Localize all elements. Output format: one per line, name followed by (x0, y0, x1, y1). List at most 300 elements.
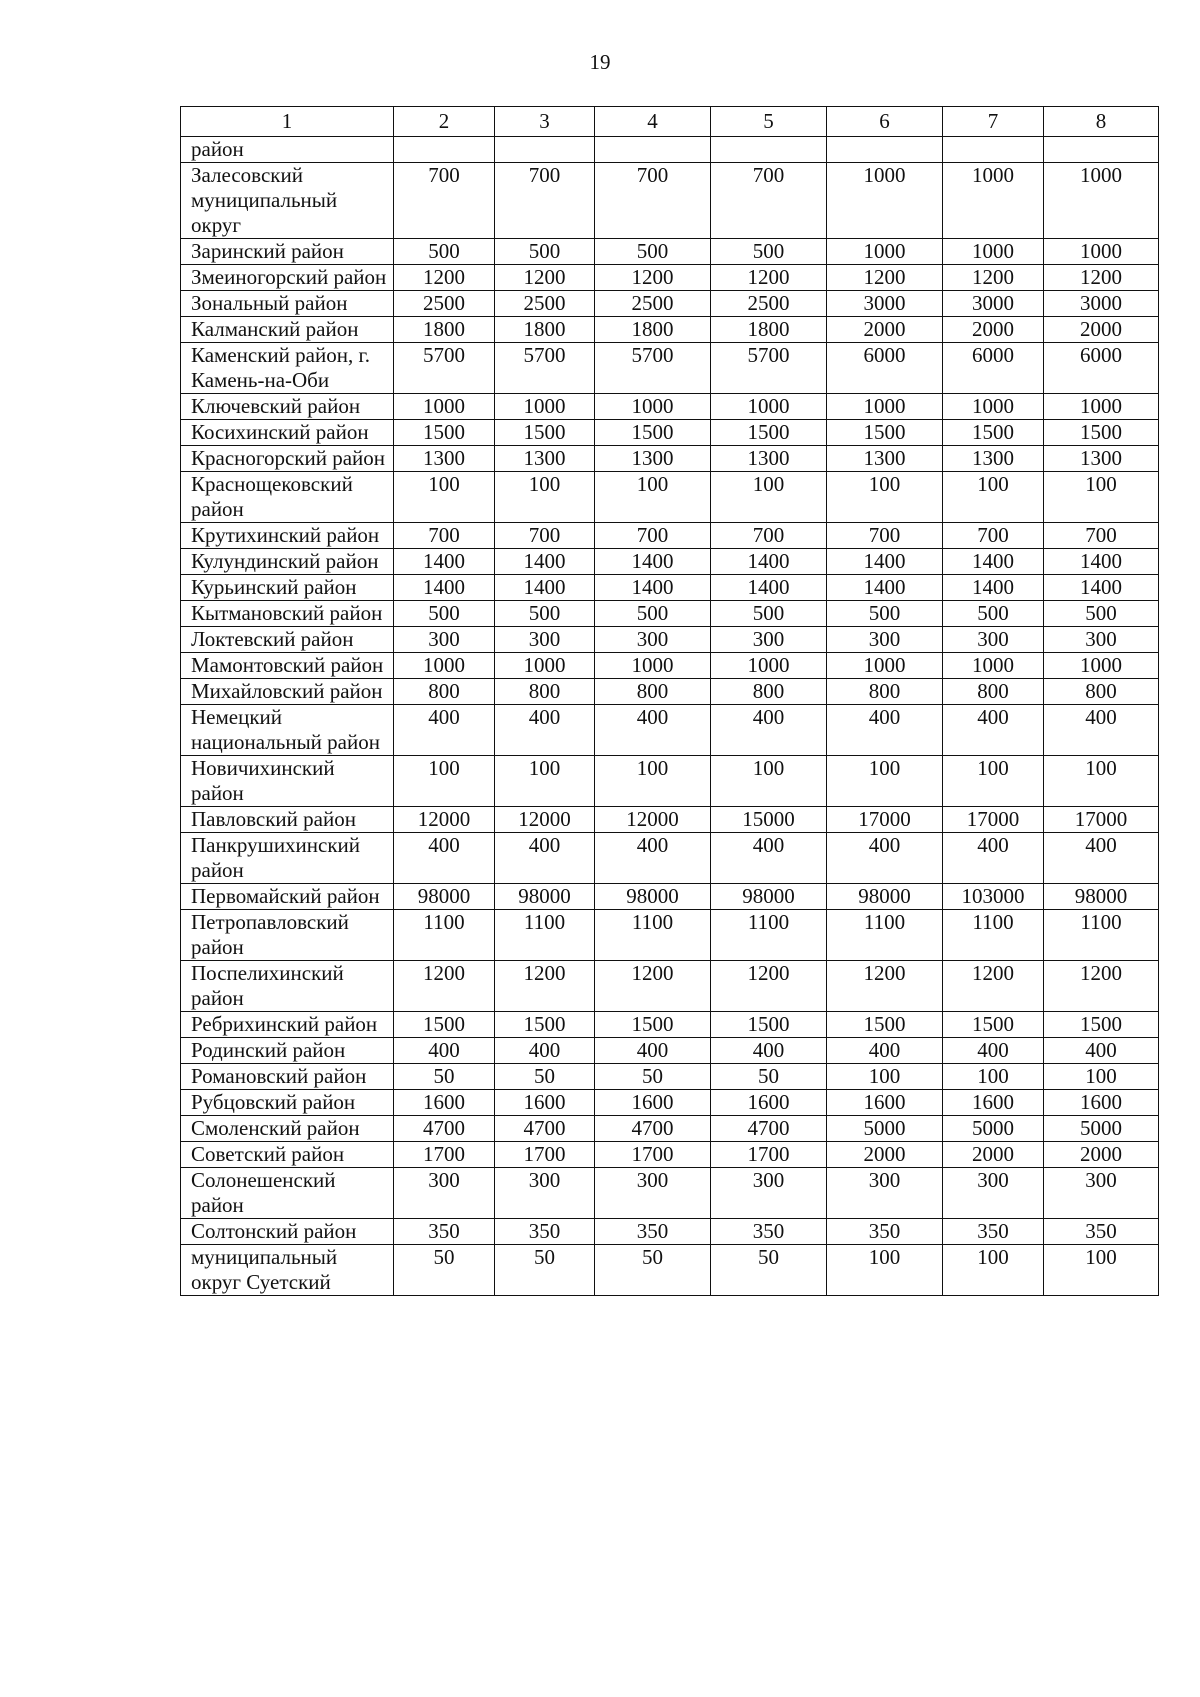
value-cell: 100 (495, 756, 595, 807)
value-cell: 2500 (595, 291, 711, 317)
value-cell: 100 (1044, 756, 1159, 807)
value-cell: 500 (595, 601, 711, 627)
value-cell: 1500 (1044, 420, 1159, 446)
value-cell: 1000 (943, 394, 1044, 420)
value-cell: 2500 (394, 291, 495, 317)
value-cell: 800 (711, 679, 827, 705)
value-cell: 1400 (394, 549, 495, 575)
district-name-cell: Первомайский район (181, 884, 394, 910)
value-cell: 800 (1044, 679, 1159, 705)
value-cell: 350 (827, 1219, 943, 1245)
value-cell: 1400 (943, 575, 1044, 601)
value-cell: 50 (394, 1245, 495, 1296)
value-cell: 1800 (711, 317, 827, 343)
value-cell: 1800 (394, 317, 495, 343)
value-cell: 400 (711, 705, 827, 756)
value-cell: 400 (495, 705, 595, 756)
value-cell: 700 (495, 523, 595, 549)
value-cell: 400 (711, 1038, 827, 1064)
value-cell: 1100 (1044, 910, 1159, 961)
value-cell: 1100 (595, 910, 711, 961)
district-name-cell: Рубцовский район (181, 1090, 394, 1116)
value-cell: 400 (1044, 705, 1159, 756)
value-cell: 100 (827, 472, 943, 523)
value-cell: 1000 (943, 239, 1044, 265)
value-cell: 17000 (827, 807, 943, 833)
value-cell: 1400 (711, 575, 827, 601)
value-cell: 1600 (495, 1090, 595, 1116)
value-cell: 400 (943, 705, 1044, 756)
table-row (181, 1116, 1159, 1142)
table-row (181, 679, 1159, 705)
value-cell: 3000 (1044, 291, 1159, 317)
value-cell: 1000 (394, 653, 495, 679)
column-header: 2 (394, 107, 495, 137)
table-row (181, 961, 1159, 1012)
value-cell: 800 (595, 679, 711, 705)
value-cell: 12000 (595, 807, 711, 833)
table-row (181, 627, 1159, 653)
value-cell: 1200 (394, 265, 495, 291)
value-cell: 1500 (711, 1012, 827, 1038)
value-cell: 5000 (827, 1116, 943, 1142)
value-cell: 400 (1044, 833, 1159, 884)
value-cell: 1000 (1044, 163, 1159, 239)
value-cell: 1400 (394, 575, 495, 601)
table-row (181, 1064, 1159, 1090)
value-cell: 700 (394, 523, 495, 549)
value-cell: 17000 (1044, 807, 1159, 833)
district-name-cell: Кытмановский район (181, 601, 394, 627)
value-cell: 700 (827, 523, 943, 549)
district-name-cell: Курьинский район (181, 575, 394, 601)
table-body (181, 137, 1159, 1296)
value-cell: 1400 (595, 575, 711, 601)
table-row (181, 705, 1159, 756)
value-cell: 400 (394, 705, 495, 756)
data-table (180, 106, 1159, 1296)
value-cell: 1400 (595, 549, 711, 575)
value-cell: 1000 (495, 394, 595, 420)
column-header: 7 (943, 107, 1044, 137)
district-name-cell: Калманский район (181, 317, 394, 343)
value-cell: 100 (394, 472, 495, 523)
column-header: 3 (495, 107, 595, 137)
value-cell: 300 (827, 1168, 943, 1219)
value-cell: 1200 (495, 961, 595, 1012)
value-cell: 2500 (711, 291, 827, 317)
table-row (181, 239, 1159, 265)
table-row (181, 1090, 1159, 1116)
value-cell: 1000 (827, 239, 943, 265)
value-cell: 700 (595, 163, 711, 239)
value-cell: 1200 (495, 265, 595, 291)
table-row (181, 1142, 1159, 1168)
value-cell: 1300 (1044, 446, 1159, 472)
value-cell: 350 (711, 1219, 827, 1245)
table-row (181, 137, 1159, 163)
value-cell: 300 (1044, 1168, 1159, 1219)
value-cell (711, 137, 827, 163)
column-header: 1 (181, 107, 394, 137)
value-cell: 400 (711, 833, 827, 884)
value-cell: 800 (394, 679, 495, 705)
value-cell: 300 (595, 1168, 711, 1219)
value-cell: 100 (711, 472, 827, 523)
value-cell: 103000 (943, 884, 1044, 910)
value-cell: 100 (943, 756, 1044, 807)
value-cell: 500 (827, 601, 943, 627)
value-cell: 500 (595, 239, 711, 265)
value-cell: 300 (943, 1168, 1044, 1219)
value-cell: 6000 (827, 343, 943, 394)
district-name-cell: Залесовский муниципальный округ (181, 163, 394, 239)
district-name-cell: Романовский район (181, 1064, 394, 1090)
value-cell: 50 (711, 1245, 827, 1296)
value-cell: 1000 (1044, 653, 1159, 679)
value-cell: 300 (495, 1168, 595, 1219)
table-row (181, 472, 1159, 523)
value-cell: 1400 (1044, 575, 1159, 601)
value-cell: 400 (595, 1038, 711, 1064)
value-cell: 1800 (595, 317, 711, 343)
value-cell (827, 137, 943, 163)
value-cell: 50 (495, 1245, 595, 1296)
value-cell: 700 (943, 523, 1044, 549)
value-cell: 6000 (943, 343, 1044, 394)
column-header: 8 (1044, 107, 1159, 137)
value-cell: 500 (394, 239, 495, 265)
value-cell: 1500 (595, 420, 711, 446)
value-cell: 1300 (827, 446, 943, 472)
value-cell: 350 (1044, 1219, 1159, 1245)
value-cell: 300 (495, 627, 595, 653)
district-name-cell: Петропавловский район (181, 910, 394, 961)
value-cell: 1300 (495, 446, 595, 472)
value-cell: 2000 (1044, 1142, 1159, 1168)
value-cell: 5700 (711, 343, 827, 394)
value-cell: 400 (495, 833, 595, 884)
value-cell: 1700 (394, 1142, 495, 1168)
value-cell: 400 (394, 1038, 495, 1064)
value-cell: 400 (1044, 1038, 1159, 1064)
value-cell: 3000 (827, 291, 943, 317)
value-cell: 4700 (495, 1116, 595, 1142)
value-cell: 1100 (943, 910, 1044, 961)
value-cell: 1100 (495, 910, 595, 961)
district-name-cell: Солонешенский район (181, 1168, 394, 1219)
value-cell: 3000 (943, 291, 1044, 317)
value-cell: 300 (943, 627, 1044, 653)
value-cell: 1200 (394, 961, 495, 1012)
table-row (181, 575, 1159, 601)
table-row (181, 910, 1159, 961)
value-cell: 700 (495, 163, 595, 239)
district-name-cell: Михайловский район (181, 679, 394, 705)
value-cell: 1500 (394, 420, 495, 446)
value-cell: 400 (595, 833, 711, 884)
value-cell: 100 (827, 756, 943, 807)
value-cell: 1100 (827, 910, 943, 961)
table-row (181, 1038, 1159, 1064)
table-row (181, 549, 1159, 575)
district-name-cell: муниципальный округ Суетский (181, 1245, 394, 1296)
value-cell: 1000 (943, 163, 1044, 239)
table-row (181, 523, 1159, 549)
value-cell: 98000 (595, 884, 711, 910)
value-cell: 400 (827, 833, 943, 884)
value-cell: 1600 (1044, 1090, 1159, 1116)
value-cell: 1200 (1044, 961, 1159, 1012)
value-cell: 500 (394, 601, 495, 627)
value-cell: 5700 (394, 343, 495, 394)
value-cell: 1600 (394, 1090, 495, 1116)
value-cell: 1600 (711, 1090, 827, 1116)
value-cell: 1200 (827, 265, 943, 291)
district-name-cell: Родинский район (181, 1038, 394, 1064)
table-row (181, 756, 1159, 807)
table-row (181, 265, 1159, 291)
value-cell: 700 (1044, 523, 1159, 549)
page-number: 19 (589, 50, 611, 74)
value-cell: 1300 (711, 446, 827, 472)
value-cell: 4700 (711, 1116, 827, 1142)
value-cell: 1200 (595, 265, 711, 291)
value-cell: 5000 (1044, 1116, 1159, 1142)
table-row (181, 884, 1159, 910)
value-cell: 1100 (394, 910, 495, 961)
value-cell: 98000 (394, 884, 495, 910)
value-cell: 1500 (943, 1012, 1044, 1038)
value-cell: 800 (943, 679, 1044, 705)
table-row (181, 446, 1159, 472)
value-cell: 300 (394, 1168, 495, 1219)
value-cell: 1500 (827, 1012, 943, 1038)
value-cell: 1700 (495, 1142, 595, 1168)
value-cell (495, 137, 595, 163)
district-name-cell: Краснощековский район (181, 472, 394, 523)
table-row (181, 1219, 1159, 1245)
value-cell: 2000 (943, 317, 1044, 343)
value-cell: 100 (943, 1245, 1044, 1296)
value-cell: 17000 (943, 807, 1044, 833)
table-header-row (181, 107, 1159, 137)
district-name-cell: Панкрушихинский район (181, 833, 394, 884)
value-cell: 1500 (711, 420, 827, 446)
value-cell (1044, 137, 1159, 163)
district-name-cell: Новичихинский район (181, 756, 394, 807)
value-cell: 500 (1044, 601, 1159, 627)
value-cell: 1400 (1044, 549, 1159, 575)
district-name-cell: Ключевский район (181, 394, 394, 420)
district-name-cell: Ребрихинский район (181, 1012, 394, 1038)
value-cell: 1000 (711, 394, 827, 420)
district-name-cell: Смоленский район (181, 1116, 394, 1142)
value-cell: 12000 (394, 807, 495, 833)
value-cell: 100 (827, 1245, 943, 1296)
value-cell: 400 (394, 833, 495, 884)
value-cell (595, 137, 711, 163)
value-cell: 350 (394, 1219, 495, 1245)
table-row (181, 343, 1159, 394)
value-cell: 50 (711, 1064, 827, 1090)
district-name-cell: Заринский район (181, 239, 394, 265)
table-row (181, 653, 1159, 679)
value-cell: 1400 (827, 575, 943, 601)
value-cell: 2000 (943, 1142, 1044, 1168)
value-cell: 1000 (711, 653, 827, 679)
value-cell: 400 (943, 1038, 1044, 1064)
value-cell: 1000 (394, 394, 495, 420)
district-name-cell: Павловский район (181, 807, 394, 833)
value-cell: 1400 (495, 575, 595, 601)
column-header: 4 (595, 107, 711, 137)
value-cell: 6000 (1044, 343, 1159, 394)
district-name-cell: Мамонтовский район (181, 653, 394, 679)
district-name-cell: Кулундинский район (181, 549, 394, 575)
value-cell: 5700 (495, 343, 595, 394)
column-header: 6 (827, 107, 943, 137)
district-name-cell: Каменский район, г. Камень-на-Оби (181, 343, 394, 394)
value-cell: 300 (1044, 627, 1159, 653)
value-cell: 1000 (827, 653, 943, 679)
value-cell: 1000 (595, 653, 711, 679)
value-cell: 50 (394, 1064, 495, 1090)
value-cell: 1000 (943, 653, 1044, 679)
value-cell: 300 (711, 627, 827, 653)
district-name-cell: Красногорский район (181, 446, 394, 472)
value-cell: 300 (827, 627, 943, 653)
value-cell: 700 (711, 523, 827, 549)
district-name-cell: Зональный район (181, 291, 394, 317)
table-row (181, 1012, 1159, 1038)
value-cell: 1200 (711, 265, 827, 291)
table-row (181, 601, 1159, 627)
value-cell: 500 (943, 601, 1044, 627)
value-cell: 1000 (827, 163, 943, 239)
value-cell: 1300 (943, 446, 1044, 472)
value-cell: 100 (1044, 1064, 1159, 1090)
value-cell: 12000 (495, 807, 595, 833)
district-name-cell: Крутихинский район (181, 523, 394, 549)
value-cell: 2000 (827, 1142, 943, 1168)
value-cell (394, 137, 495, 163)
value-cell: 100 (943, 472, 1044, 523)
value-cell: 400 (495, 1038, 595, 1064)
table-row (181, 420, 1159, 446)
value-cell: 1700 (711, 1142, 827, 1168)
table-row (181, 833, 1159, 884)
table-row (181, 1168, 1159, 1219)
value-cell: 350 (595, 1219, 711, 1245)
value-cell: 350 (495, 1219, 595, 1245)
value-cell: 98000 (711, 884, 827, 910)
value-cell: 400 (827, 1038, 943, 1064)
table-row (181, 163, 1159, 239)
value-cell: 1300 (595, 446, 711, 472)
value-cell: 50 (595, 1064, 711, 1090)
value-cell: 100 (1044, 1245, 1159, 1296)
value-cell: 2000 (1044, 317, 1159, 343)
value-cell: 1500 (595, 1012, 711, 1038)
value-cell: 300 (394, 627, 495, 653)
value-cell: 50 (595, 1245, 711, 1296)
value-cell: 1800 (495, 317, 595, 343)
value-cell: 400 (827, 705, 943, 756)
value-cell: 100 (711, 756, 827, 807)
value-cell: 500 (495, 601, 595, 627)
value-cell: 1400 (827, 549, 943, 575)
value-cell: 1000 (495, 653, 595, 679)
value-cell: 1200 (943, 961, 1044, 1012)
value-cell: 1200 (595, 961, 711, 1012)
district-name-cell: Советский район (181, 1142, 394, 1168)
value-cell: 1500 (495, 1012, 595, 1038)
table-row (181, 807, 1159, 833)
value-cell: 1200 (827, 961, 943, 1012)
value-cell: 350 (943, 1219, 1044, 1245)
value-cell: 1200 (943, 265, 1044, 291)
value-cell: 1600 (943, 1090, 1044, 1116)
value-cell: 1500 (827, 420, 943, 446)
value-cell: 300 (711, 1168, 827, 1219)
value-cell: 100 (595, 756, 711, 807)
value-cell: 1000 (595, 394, 711, 420)
value-cell: 100 (495, 472, 595, 523)
value-cell: 1400 (711, 549, 827, 575)
value-cell: 300 (595, 627, 711, 653)
column-header: 5 (711, 107, 827, 137)
value-cell: 1500 (495, 420, 595, 446)
value-cell: 98000 (1044, 884, 1159, 910)
value-cell: 1000 (1044, 394, 1159, 420)
value-cell: 1500 (394, 1012, 495, 1038)
value-cell: 1300 (394, 446, 495, 472)
value-cell: 4700 (595, 1116, 711, 1142)
value-cell: 1100 (711, 910, 827, 961)
value-cell: 5000 (943, 1116, 1044, 1142)
district-name-cell: Локтевский район (181, 627, 394, 653)
value-cell: 1400 (495, 549, 595, 575)
value-cell: 1200 (711, 961, 827, 1012)
value-cell: 98000 (827, 884, 943, 910)
value-cell: 100 (827, 1064, 943, 1090)
value-cell: 1000 (1044, 239, 1159, 265)
value-cell: 1700 (595, 1142, 711, 1168)
value-cell: 2500 (495, 291, 595, 317)
value-cell: 1500 (943, 420, 1044, 446)
value-cell: 1600 (827, 1090, 943, 1116)
table-row (181, 291, 1159, 317)
value-cell: 400 (943, 833, 1044, 884)
value-cell: 400 (595, 705, 711, 756)
value-cell: 500 (495, 239, 595, 265)
table-row (181, 317, 1159, 343)
value-cell: 800 (827, 679, 943, 705)
district-name-cell: Косихинский район (181, 420, 394, 446)
district-name-cell: район (181, 137, 394, 163)
table-row (181, 394, 1159, 420)
value-cell: 1400 (943, 549, 1044, 575)
value-cell: 500 (711, 601, 827, 627)
value-cell: 500 (711, 239, 827, 265)
district-name-cell: Змеиногорский район (181, 265, 394, 291)
value-cell (943, 137, 1044, 163)
value-cell: 700 (394, 163, 495, 239)
value-cell: 1500 (1044, 1012, 1159, 1038)
value-cell: 100 (1044, 472, 1159, 523)
value-cell: 15000 (711, 807, 827, 833)
